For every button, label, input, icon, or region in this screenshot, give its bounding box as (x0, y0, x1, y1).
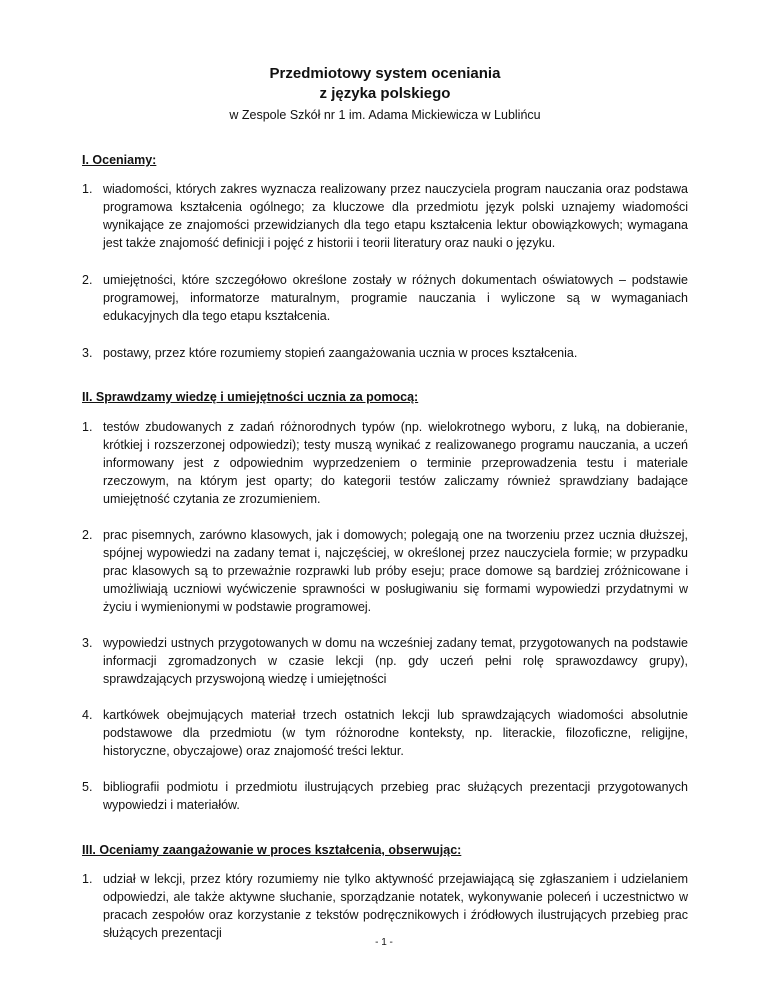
page-number: - 1 - (375, 937, 393, 948)
list-item-text: kartkówek obejmujących materiał trzech ostatnich lekcji lub sprawdzających wiadomości absolutnie podstawowe dla przedmiotu (w tym różnorodne konteksty, np. literackie, filozoficzne, religijne, historyczne, obyczajowe) oraz znajomość treści lektur. (103, 708, 688, 758)
list-item-number: 3. (82, 636, 93, 650)
list-item-text: umiejętności, które szczegółowo określone zostały w różnych dokumentach oświatowych – podstawie programowej, informatorze maturalnym, programie nauczania i wyliczone są w wymaganiach edukacyjnych dla tego etapu kształcenia. (103, 273, 688, 323)
section-1-list (82, 180, 688, 362)
document-title-line2: z języka polskiego (319, 85, 451, 102)
list-item (82, 418, 688, 508)
section-heading-3: III. Oceniamy zaangażowanie w proces kształcenia, obserwując: (82, 843, 462, 857)
list-item (82, 344, 688, 362)
list-item-number: 3. (82, 346, 93, 360)
list-item-text: udział w lekcji, przez który rozumiemy nie tylko aktywność przejawiającą się zgłaszaniem i udzielaniem odpowiedzi, ale także aktywne słuchanie, sporządzanie notatek, wykonywanie poleceń i uczestnictwo w pracach zespołów oraz korzystanie z tekstów podręcznikowych i źródłowych ilustrujących przebieg prac służących prezentacji (103, 872, 688, 940)
list-item-number: 2. (82, 528, 93, 542)
list-item (82, 180, 688, 252)
list-item (82, 706, 688, 760)
list-item (82, 778, 688, 814)
list-item-text: prac pisemnych, zarówno klasowych, jak i domowych; polegają one na tworzeniu przez ucznia dłuższej, spójnej wypowiedzi na zadany temat i, najczęściej, w określonej przez nauczyciela formie; w przypadku prac klasowych są to przeważnie rozprawki lub próby eseju; prace domowe są bardziej zróżnicowane i umożliwiają uczniowi wyćwiczenie sprawności w posługiwaniu się formami wypowiedzi przydatnymi w życiu i wymienionymi w podstawie programowej. (103, 528, 688, 614)
section-3-list (82, 870, 688, 942)
document-subtitle: w Zespole Szkół nr 1 im. Adama Mickiewicza w Lublińcu (229, 108, 541, 122)
document-title-line1: Przedmiotowy system oceniania (269, 65, 501, 82)
list-item-text: wypowiedzi ustnych przygotowanych w domu na wcześniej zadany temat, przygotowanych na podstawie informacji zgromadzonych w czasie lekcji (np. gdy uczeń pełni rolę sprawozdawcy grupy), sprawdzających przyswojoną wiedzę i umiejętności (103, 636, 688, 686)
list-item-text: bibliografii podmiotu i przedmiotu ilustrujących przebieg prac służących prezentacji przygotowanych wypowiedzi i materiałów. (103, 780, 688, 812)
list-item (82, 870, 688, 942)
section-heading-1: I. Oceniamy: (82, 153, 157, 167)
list-item (82, 271, 688, 325)
list-item-text: testów zbudowanych z zadań różnorodnych typów (np. wielokrotnego wyboru, z luką, na dobieranie, krótkiej i rozszerzonej odpowiedzi); testy muszą wynikać z realizowanego programu nauczania, a uczeń informowany jest z odpowiednim wyprzedzeniem o terminie przeprowadzenia testu i materiale rzeczowym, na którym jest oparty; do kategorii testów zaliczamy również sprawdziany badające umiejętność czytania ze zrozumieniem. (103, 420, 688, 506)
section-2-list (82, 418, 688, 814)
list-item-number: 2. (82, 273, 93, 287)
list-item (82, 526, 688, 616)
list-item-number: 5. (82, 780, 93, 794)
section-heading-2: II. Sprawdzamy wiedzę i umiejętności ucznia za pomocą: (82, 390, 419, 404)
list-item-number: 1. (82, 872, 93, 886)
list-item-text: postawy, przez które rozumiemy stopień zaangażowania ucznia w proces kształcenia. (103, 346, 578, 360)
list-item-text: wiadomości, których zakres wyznacza realizowany przez nauczyciela program nauczania oraz podstawa programowa kształcenia ogólnego; za kluczowe dla przedmiotu język polski uznajemy wiadomości wynikające ze znajomości przewidzianych dla tego etapu kształcenia lektur obowiązkowych; wymagana jest także znajomość definicji i pojęć z historii i teorii literatury oraz nauki o języku. (103, 182, 688, 250)
list-item-number: 1. (82, 420, 93, 434)
list-item (82, 634, 688, 688)
list-item-number: 4. (82, 708, 93, 722)
list-item-number: 1. (82, 182, 93, 196)
